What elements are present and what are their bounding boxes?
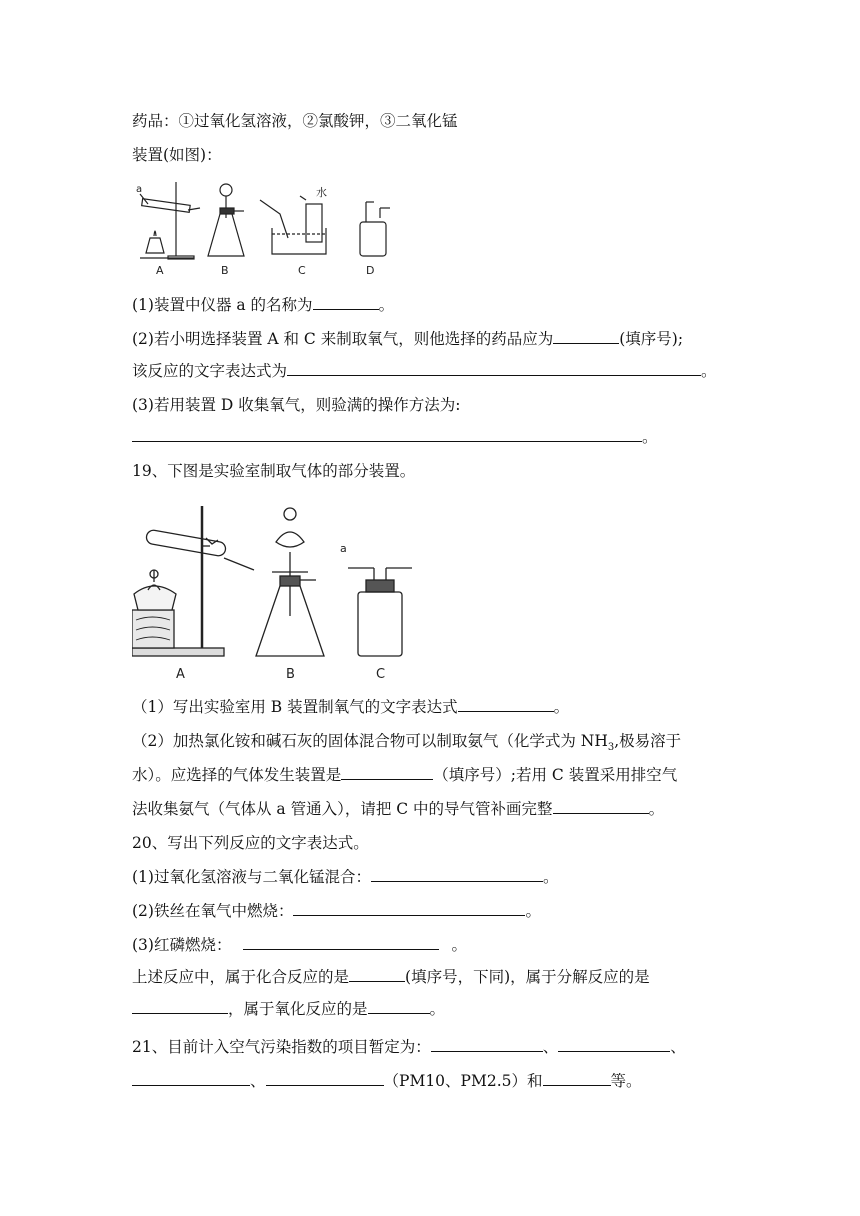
q21-b-sep: 、: [250, 1072, 266, 1090]
q21-b-end: 等。: [610, 1072, 642, 1090]
q20-3: [132, 934, 467, 956]
answer-blank[interactable]: [543, 1071, 611, 1086]
q18-2: [132, 328, 683, 350]
q19-2b: [132, 764, 677, 786]
apparatus-b-flask: [208, 184, 244, 256]
answer-blank[interactable]: [243, 935, 439, 950]
answer-blank[interactable]: [553, 329, 619, 344]
fig1-label-b: B: [221, 264, 229, 277]
q19-2b-end: （填序号）;若用 C 装置采用排空气: [433, 766, 678, 784]
answer-blank[interactable]: [553, 799, 649, 814]
q19-2a: [132, 730, 681, 759]
answer-blank[interactable]: [431, 1037, 543, 1052]
q18-3b-end: 。: [642, 428, 658, 446]
q19-2b-text: 水）。应选择的气体发生装置是: [132, 766, 342, 784]
q20-1: [132, 866, 558, 888]
fig1-label-a: A: [156, 264, 164, 277]
q19-1-text: （1）写出实验室用 B 装置制氧气的文字表达式: [132, 698, 458, 716]
answer-blank[interactable]: [293, 901, 525, 916]
fig1-label-d: D: [366, 264, 375, 277]
q20-2: [132, 900, 541, 922]
q19-2a-end: ,极易溶于: [614, 732, 682, 750]
fig2-label-c: C: [376, 667, 386, 682]
q20-2-text: (2)铁丝在氧气中燃烧：: [132, 902, 294, 920]
q20-4-end: (填序号，下同)，属于分解反应的是: [405, 968, 650, 986]
q20-4: [132, 966, 650, 988]
apparatus-a-heating: [136, 182, 200, 259]
q19-2c-text: 法收集氨气（气体从 a 管通入），请把 C 中的导气管补画完整: [132, 800, 553, 818]
answer-blank[interactable]: [368, 999, 430, 1014]
q18-3b: [132, 426, 658, 448]
apparatus-a-heating: [132, 506, 254, 656]
fig2-label-a: A: [176, 667, 185, 682]
q19-2a-text: （2）加热氯化铵和碱石灰的固体混合物可以制取氨气（化学式为 NH: [132, 732, 608, 750]
answer-blank[interactable]: [132, 999, 228, 1014]
q19-2c-end: 。: [648, 800, 665, 818]
q20-1-end: 。: [542, 868, 559, 886]
answer-blank[interactable]: [458, 697, 554, 712]
answer-blank[interactable]: [132, 427, 642, 442]
reagents-line: 药品：①过氧化氢溶液，②氯酸钾，③二氧化锰: [132, 112, 458, 130]
q20-title: 20、写出下列反应的文字表达式。: [132, 834, 369, 852]
answer-blank[interactable]: [313, 295, 379, 310]
q18-2b-end: 。: [701, 362, 717, 380]
q18-1-end: 。: [378, 296, 395, 314]
q20-2-end: 。: [525, 902, 541, 920]
answer-blank[interactable]: [371, 867, 543, 882]
q18-1-text: (1)装置中仪器 a 的名称为: [132, 296, 313, 314]
q19-1: [132, 696, 569, 718]
fig1-label-c: C: [298, 264, 306, 277]
label-a-tag: a: [340, 542, 347, 555]
q21-a: [132, 1036, 686, 1058]
answer-blank[interactable]: [287, 361, 701, 376]
q18-2b: [132, 360, 717, 382]
q20-3-end: 。: [451, 936, 467, 954]
apparatus-c-water-trough: [260, 185, 327, 254]
q21-a-sep2: 、: [670, 1038, 686, 1056]
answer-blank[interactable]: [132, 1071, 250, 1086]
q18-3: (3)若用装置 D 收集氧气，则验满的操作方法为:: [132, 396, 461, 414]
q20-5: [132, 998, 445, 1020]
apparatus-d-gas-bottle: [360, 202, 390, 256]
q21-a-sep1: 、: [542, 1038, 559, 1056]
q20-3-text: (3)红磷燃烧：: [132, 936, 232, 954]
q21-a-text: 21、目前计入空气污染指数的项目暂定为：: [132, 1038, 431, 1056]
answer-blank[interactable]: [558, 1037, 670, 1052]
q18-2b-text: 该反应的文字表达式为: [132, 362, 288, 380]
apparatus-figure-2: [132, 496, 422, 686]
q18-2-end: (填序号);: [619, 330, 684, 348]
q19-1-end: 。: [553, 698, 570, 716]
q20-4-text: 上述反应中，属于化合反应的是: [132, 968, 350, 986]
q20-5-mid: ，属于氧化反应的是: [228, 1000, 368, 1018]
q19-2c: [132, 798, 664, 820]
answer-blank[interactable]: [349, 967, 405, 982]
apparatus-b-flask: [256, 508, 324, 656]
apparatus-c-gas-bottle: [340, 542, 412, 656]
answer-blank[interactable]: [341, 765, 433, 780]
answer-blank[interactable]: [266, 1071, 384, 1086]
q18-1: [132, 294, 394, 316]
q20-1-text: (1)过氧化氢溶液与二氧化锰混合：: [132, 868, 371, 886]
q18-2-text: (2)若小明选择装置 A 和 C 来制取氧气，则他选择的药品应为: [132, 330, 554, 348]
water-tag: 水: [316, 186, 327, 199]
q21-b: [132, 1070, 642, 1092]
label-a-tag: a: [136, 184, 143, 195]
q19-title: 19、下图是实验室制取气体的部分装置。: [132, 462, 416, 480]
q21-b-mid: （PM10、PM2.5）和: [383, 1072, 543, 1090]
q19-2a-sub: 3: [607, 742, 615, 754]
apparatus-figure-1: [128, 178, 398, 278]
fig2-label-b: B: [286, 667, 295, 682]
q20-5-end: 。: [429, 1000, 446, 1018]
device-intro: 装置(如图)：: [132, 146, 222, 164]
